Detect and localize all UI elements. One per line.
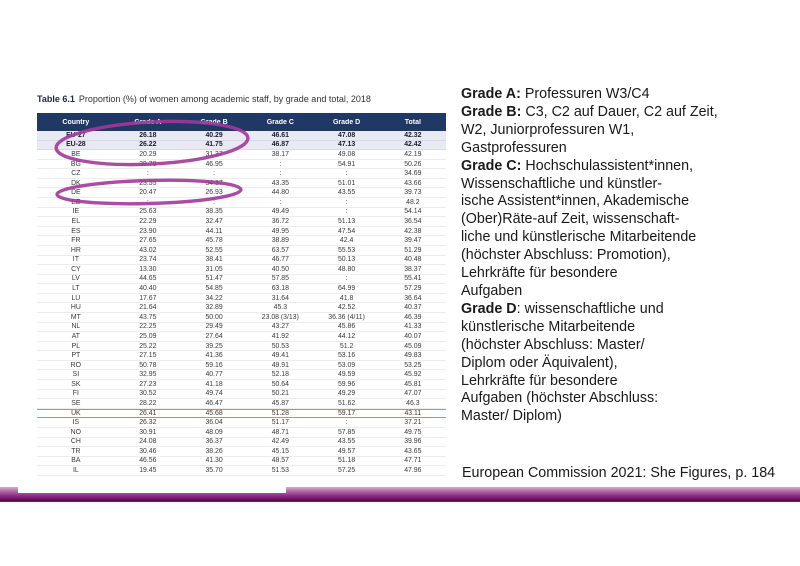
country-cell: LV — [71, 275, 80, 283]
table-row — [37, 284, 446, 294]
value-cell: 52.55 — [205, 246, 223, 254]
country-cell: DK — [71, 179, 81, 187]
value-cell: 46.77 — [271, 256, 289, 264]
value-cell: 45.87 — [271, 399, 289, 407]
table-row — [37, 409, 446, 419]
value-cell: 49.08 — [337, 150, 356, 158]
value-cell: 23.55 — [139, 179, 157, 187]
value-cell: 17.67 — [139, 294, 157, 302]
value-cell: 51.01 — [337, 179, 356, 187]
country-cell: IT — [72, 256, 79, 264]
table-row — [37, 428, 446, 438]
value-cell: 50.26 — [404, 160, 422, 168]
country-cell: HR — [70, 246, 81, 254]
table-row — [37, 198, 446, 208]
value-cell: 44.80 — [271, 189, 289, 197]
country-cell: CH — [70, 438, 81, 446]
country-cell: DE — [71, 189, 81, 197]
value-cell: 44.12 — [337, 332, 356, 340]
value-cell: 36.72 — [271, 217, 289, 225]
country-cell: PT — [71, 352, 81, 360]
value-cell: 51.28 — [271, 410, 289, 418]
value-cell: 64.99 — [337, 285, 356, 293]
value-cell: : — [213, 170, 216, 178]
value-cell: 43.55 — [337, 438, 356, 446]
table-row — [37, 275, 446, 285]
country-cell: BA — [71, 457, 81, 465]
value-cell: 48.09 — [205, 428, 223, 436]
value-cell: 51.62 — [337, 399, 356, 407]
value-cell: 20.47 — [139, 189, 157, 197]
value-cell: 37.21 — [404, 419, 422, 427]
table-row — [37, 342, 446, 352]
value-cell: : — [345, 170, 348, 178]
country-cell: PL — [71, 342, 81, 350]
value-cell: 43.02 — [139, 246, 157, 254]
value-cell: : — [146, 170, 149, 178]
table-row — [37, 399, 446, 409]
table-row — [37, 380, 446, 390]
value-cell: 38.41 — [205, 256, 223, 264]
value-cell: 48.57 — [271, 457, 289, 465]
value-cell: 47.07 — [404, 390, 422, 398]
country-cell: SI — [72, 371, 80, 379]
value-cell: 49.57 — [337, 447, 356, 455]
value-cell: 27.64 — [205, 332, 223, 340]
value-cell: 35.70 — [205, 467, 223, 475]
value-cell: 49.29 — [337, 390, 356, 398]
value-cell: 27.15 — [139, 352, 157, 360]
country-cell: UK — [71, 410, 81, 418]
table-title-label: Table 6.1 — [37, 94, 75, 104]
value-cell: 30.46 — [139, 447, 157, 455]
value-cell: 51.47 — [205, 275, 223, 283]
legend-line: Master/ Diplom) — [461, 408, 562, 425]
column-header: Grade C — [266, 118, 294, 126]
table-header — [37, 113, 446, 131]
value-cell: 30.52 — [139, 390, 157, 398]
value-cell: 19.45 — [139, 467, 157, 475]
table-row — [37, 361, 446, 371]
value-cell: 36.04 — [205, 419, 223, 427]
value-cell: 51.29 — [404, 246, 422, 254]
value-cell: 41.33 — [404, 323, 422, 331]
value-cell: 32.95 — [139, 371, 157, 379]
value-cell: 31.05 — [205, 265, 223, 273]
value-cell: 53.09 — [337, 361, 356, 369]
value-cell: 27.23 — [139, 380, 157, 388]
value-cell: 48.80 — [337, 265, 356, 273]
value-cell: 46.61 — [271, 131, 289, 139]
citation: European Commission 2021: She Figures, p. 184 — [462, 465, 776, 481]
value-cell: 26.18 — [139, 131, 157, 139]
value-cell: 45.92 — [404, 371, 422, 379]
table-row — [37, 313, 446, 323]
value-cell: 57.85 — [271, 275, 289, 283]
value-cell: 23.08 (3/13) — [261, 313, 299, 321]
data-table — [37, 113, 446, 476]
value-cell: 49.83 — [404, 352, 422, 360]
table-row — [37, 351, 446, 361]
value-cell: 47.71 — [404, 457, 422, 465]
country-cell: EU-28 — [66, 141, 86, 149]
value-cell: 40.40 — [139, 285, 157, 293]
value-cell: 47.96 — [404, 467, 422, 475]
value-cell: 42.19 — [404, 150, 422, 158]
value-cell: 51.2 — [339, 342, 354, 350]
country-cell: FR — [71, 237, 81, 245]
country-cell: SK — [71, 380, 81, 388]
table-row — [37, 457, 446, 467]
legend-line: Lehrkräfte für besondere — [461, 265, 618, 282]
value-cell: 57.85 — [337, 428, 356, 436]
value-cell: 39.25 — [205, 342, 223, 350]
value-cell: 39.70 — [139, 160, 157, 168]
value-cell: 49.95 — [271, 227, 289, 235]
table-title — [37, 94, 446, 104]
table-row — [37, 370, 446, 380]
table-row — [37, 150, 446, 160]
country-cell: LT — [72, 285, 80, 293]
value-cell: 40.48 — [404, 256, 422, 264]
country-cell: BE — [71, 150, 81, 158]
value-cell: 55.53 — [337, 246, 356, 254]
value-cell: : — [146, 198, 149, 206]
table-row — [37, 303, 446, 313]
value-cell: 26.32 — [139, 419, 157, 427]
value-cell: 38.35 — [205, 208, 223, 216]
value-cell: : — [345, 208, 348, 216]
legend-line: Diplom oder Äquivalent), — [461, 354, 618, 371]
table-row — [37, 447, 446, 457]
country-cell: AT — [71, 332, 80, 340]
legend-line: Lehrkräfte für besondere — [461, 372, 618, 389]
value-cell: : — [279, 160, 282, 168]
value-cell: 48.2 — [406, 198, 420, 206]
value-cell: 46.56 — [139, 457, 157, 465]
country-cell: IS — [72, 419, 80, 427]
value-cell: 23.90 — [139, 227, 157, 235]
value-cell: 57.25 — [337, 467, 356, 475]
value-cell: 13.30 — [139, 265, 157, 273]
table-row — [37, 141, 446, 151]
value-cell: 32.47 — [205, 217, 223, 225]
value-cell: 39.47 — [404, 237, 422, 245]
value-cell: 54.85 — [205, 285, 223, 293]
table-row — [37, 217, 446, 227]
value-cell: 63.18 — [271, 285, 289, 293]
legend-line: (höchster Abschluss: Promotion), — [461, 247, 671, 264]
value-cell: 45.15 — [271, 447, 289, 455]
value-cell: 21.64 — [139, 304, 157, 312]
country-cell: EL — [71, 217, 81, 225]
value-cell: 42.32 — [404, 131, 422, 139]
country-cell: FI — [72, 390, 79, 398]
value-cell: 45.09 — [404, 342, 422, 350]
country-cell: MT — [70, 313, 81, 321]
table-row — [37, 208, 446, 218]
table-body — [37, 131, 446, 476]
value-cell: 49.59 — [337, 371, 356, 379]
legend-line: liche und künstlerische Mitarbeitende — [461, 229, 697, 246]
value-cell: 29.49 — [205, 323, 223, 331]
value-cell: 45.78 — [205, 237, 223, 245]
column-header: Grade B — [200, 118, 228, 126]
value-cell: 36.64 — [404, 294, 422, 302]
legend-line: Grade C: Hochschulassistent*innen, — [461, 157, 694, 174]
column-header: Grade A — [134, 118, 162, 126]
value-cell: 63.57 — [271, 246, 289, 254]
value-cell: 27.65 — [139, 237, 157, 245]
value-cell: : — [345, 419, 348, 427]
country-cell: SE — [71, 399, 81, 407]
legend-line: (höchster Abschluss: Master/ — [461, 336, 645, 353]
value-cell: 59.16 — [205, 361, 223, 369]
value-cell: 38.37 — [404, 265, 422, 273]
value-cell: 40.07 — [404, 332, 422, 340]
value-cell: 22.25 — [139, 323, 157, 331]
country-cell: NO — [70, 428, 82, 436]
column-header: Country — [62, 118, 90, 126]
table-row — [37, 256, 446, 266]
country-cell: IL — [72, 467, 79, 475]
value-cell: 54.91 — [337, 160, 356, 168]
legend-line: künstlerische Mitarbeitende — [461, 318, 636, 335]
value-cell: 42.42 — [404, 141, 422, 149]
table-row — [37, 236, 446, 246]
value-cell: 25.22 — [139, 342, 157, 350]
value-cell: 30.91 — [139, 428, 157, 436]
value-cell: 45.86 — [337, 323, 356, 331]
value-cell: 59.96 — [337, 380, 356, 388]
value-cell: 50.13 — [337, 256, 356, 264]
value-cell: 42.38 — [404, 227, 422, 235]
country-cell: EU-27 — [66, 131, 86, 139]
value-cell: 45.3 — [273, 304, 288, 312]
column-header: Grade D — [332, 118, 361, 126]
value-cell: 26.41 — [139, 410, 157, 418]
value-cell: 43.35 — [271, 179, 289, 187]
value-cell: 47.13 — [337, 141, 356, 149]
value-cell: 43.65 — [404, 447, 422, 455]
value-cell: 39.96 — [404, 438, 422, 446]
value-cell: 34.37 — [205, 179, 223, 187]
legend-line: Aufgaben (höchster Abschluss: — [461, 390, 659, 407]
table-row — [37, 332, 446, 342]
legend-line: ische Assistent*innen, Akademische — [461, 193, 690, 210]
country-cell: CY — [71, 265, 81, 273]
value-cell: 46.87 — [271, 141, 289, 149]
table-row — [37, 169, 446, 179]
value-cell: 47.54 — [337, 227, 356, 235]
value-cell: 53.25 — [404, 361, 422, 369]
value-cell: 55.41 — [404, 275, 422, 283]
value-cell: 44.11 — [205, 227, 223, 235]
value-cell: 41.92 — [271, 332, 289, 340]
value-cell: 32.89 — [205, 304, 223, 312]
country-cell: LU — [71, 294, 81, 302]
value-cell: 34.22 — [205, 294, 223, 302]
value-cell: 50.64 — [271, 380, 289, 388]
column-header: Total — [404, 118, 421, 126]
table-row — [37, 418, 446, 428]
value-cell: 49.41 — [271, 352, 289, 360]
country-cell: TR — [71, 447, 81, 455]
value-cell: 54.14 — [404, 208, 422, 216]
legend-line: W2, Juniorprofessuren W1, — [461, 121, 635, 138]
value-cell: 23.74 — [139, 256, 157, 264]
value-cell: 51.53 — [271, 467, 289, 475]
value-cell: 44.65 — [139, 275, 157, 283]
value-cell: 46.47 — [205, 399, 223, 407]
value-cell: 49.91 — [271, 361, 289, 369]
value-cell: 40.50 — [271, 265, 289, 273]
table-row — [37, 438, 446, 448]
value-cell: 41.75 — [205, 141, 223, 149]
value-cell: : — [345, 198, 348, 206]
country-cell: HU — [70, 304, 81, 312]
value-cell: 40.29 — [205, 131, 223, 139]
value-cell: 41.30 — [205, 457, 223, 465]
value-cell: 36.36 (4/11) — [328, 313, 365, 321]
value-cell: : — [279, 170, 282, 178]
value-cell: 26.93 — [205, 189, 223, 197]
grade-legend — [461, 86, 795, 426]
country-cell: IE — [72, 208, 80, 216]
country-cell: ES — [71, 227, 81, 235]
country-cell: RO — [70, 361, 82, 369]
value-cell: 53.16 — [337, 352, 356, 360]
value-cell: 43.66 — [404, 179, 422, 187]
legend-line: Wissenschaftliche und künstler- — [461, 175, 663, 192]
value-cell: 22.29 — [139, 217, 157, 225]
value-cell: 46.3 — [406, 399, 420, 407]
value-cell: 40.77 — [205, 371, 223, 379]
value-cell: 51.18 — [337, 457, 356, 465]
value-cell: : — [213, 198, 216, 206]
table-title-text: Proportion (%) of women among academic staff, by grade and total, 2018 — [78, 94, 371, 104]
value-cell: 52.18 — [271, 371, 289, 379]
country-cell: CZ — [71, 170, 81, 178]
legend-line: Grade B: C3, C2 auf Dauer, C2 auf Zeit, — [461, 103, 718, 120]
value-cell: 41.8 — [339, 294, 354, 302]
legend-line: Grade A: Professuren W3/C4 — [461, 86, 650, 102]
value-cell: 59.17 — [337, 410, 356, 418]
value-cell: 50.00 — [205, 313, 223, 321]
table-white-overlap — [18, 487, 286, 493]
table-panel — [37, 94, 446, 476]
legend-line: Aufgaben — [461, 282, 523, 299]
value-cell: 48.71 — [271, 428, 289, 436]
value-cell: 41.36 — [205, 352, 223, 360]
table-row — [37, 160, 446, 170]
value-cell: 42.49 — [271, 438, 289, 446]
table-row — [37, 466, 446, 476]
value-cell: 50.78 — [139, 361, 157, 369]
legend-line: Gastprofessuren — [461, 139, 567, 156]
value-cell: 28.22 — [139, 399, 157, 407]
value-cell: 46.95 — [205, 160, 223, 168]
value-cell: 38.17 — [271, 150, 289, 158]
value-cell: : — [345, 275, 348, 283]
country-cell: EE — [71, 198, 81, 206]
value-cell: 36.54 — [404, 217, 422, 225]
table-row — [37, 227, 446, 237]
value-cell: 38.89 — [271, 237, 289, 245]
table-row — [37, 179, 446, 189]
value-cell: 34.69 — [404, 170, 422, 178]
value-cell: 43.75 — [139, 313, 157, 321]
value-cell: 50.21 — [271, 390, 289, 398]
value-cell: 49.49 — [271, 208, 289, 216]
value-cell: 39.73 — [404, 189, 422, 197]
value-cell: 51.17 — [271, 419, 289, 427]
value-cell: 41.18 — [205, 380, 223, 388]
legend-line: Grade D: wissenschaftliche und — [461, 300, 664, 317]
value-cell: 43.11 — [404, 410, 422, 418]
table-row — [37, 265, 446, 275]
value-cell: 40.37 — [404, 304, 422, 312]
value-cell: 24.08 — [139, 438, 157, 446]
value-cell: 36.37 — [205, 438, 223, 446]
value-cell: 49.75 — [404, 428, 422, 436]
value-cell: 31.37 — [205, 150, 223, 158]
value-cell: 57.29 — [404, 285, 422, 293]
legend-line: (Ober)Räte-auf Zeit, wissenschaft- — [461, 211, 680, 228]
value-cell: 46.39 — [404, 313, 422, 321]
value-cell: 43.27 — [271, 323, 289, 331]
value-cell: 45.81 — [404, 380, 422, 388]
value-cell: 43.55 — [337, 189, 356, 197]
value-cell: 42.52 — [337, 304, 356, 312]
value-cell: 26.22 — [139, 141, 157, 149]
value-cell: 20.29 — [139, 150, 157, 158]
country-cell: BG — [70, 160, 81, 168]
value-cell: 45.68 — [205, 410, 223, 418]
table-row — [37, 131, 446, 141]
value-cell: 25.63 — [139, 208, 157, 216]
table-row — [37, 390, 446, 400]
value-cell: 47.08 — [337, 131, 356, 139]
value-cell: 50.53 — [271, 342, 289, 350]
table-row — [37, 246, 446, 256]
value-cell: 49.74 — [205, 390, 223, 398]
value-cell: 25.09 — [139, 332, 157, 340]
value-cell: 38.26 — [205, 447, 223, 455]
value-cell: 31.64 — [271, 294, 289, 302]
table-row — [37, 323, 446, 333]
table-row — [37, 188, 446, 198]
value-cell: 42.4 — [339, 237, 354, 245]
country-cell: NL — [71, 323, 81, 331]
value-cell: 51.13 — [337, 217, 356, 225]
value-cell: : — [279, 198, 282, 206]
table-row — [37, 294, 446, 304]
